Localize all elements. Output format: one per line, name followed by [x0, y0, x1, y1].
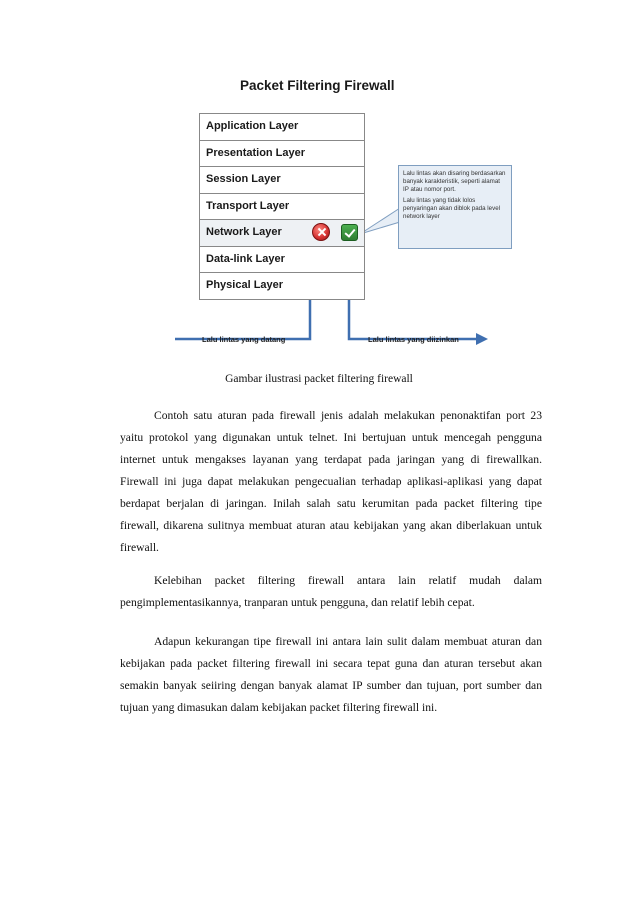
incoming-traffic-label: Lalu lintas yang datang — [202, 335, 286, 344]
paragraph-1-text: Contoh satu aturan pada firewall jenis adalah melakukan penonaktifan port 23 yaitu protokol yang digunakan untuk telnet. Ini bertujuan untuk mencegah pengguna internet untuk mengakses layanan yang terdapat pada jaringan yang di firewallkan. Firewall ini juga dapat melakukan pengecualian terhadap aplikasi-aplikasi yang dapat berdapat berjalan di jaringan. Inilah salah satu kerumitan pada packet filtering tipe firewall, dikarena sulitnya membuat aturan atau kebijakan yang akan diberlakuan untuk firewall. — [120, 409, 542, 554]
firewall-figure — [160, 70, 506, 360]
layer-physical: Physical Layer — [206, 279, 284, 291]
callout-text-2: Lalu lintas yang tidak lolos penyaringan akan diblok pada level network layer — [403, 197, 501, 220]
paragraph-3 — [120, 631, 542, 719]
layer-application: Application Layer — [200, 114, 364, 141]
layer-session: Session Layer — [200, 167, 364, 194]
blocked-x-icon — [312, 223, 330, 241]
layer-network-label: Network Layer — [206, 226, 282, 238]
paragraph-2-text: Kelebihan packet filtering firewall antara lain relatif mudah dalam pengimplementasikannya, tranparan untuk pengguna, dan relatif lebih cepat. — [120, 574, 542, 609]
paragraph-3-text: Adapun kekurangan tipe firewall ini antara lain sulit dalam membuat aturan dan kebijakan pada packet filtering firewall ini secara tepat guna dan aturan tersebut akan semakin banyak seiiring dengan banyak alamat IP sumber dan tujuan, port sumber dan tujuan yang dimasukan dalam kebijakan packet filtering firewall ini. — [120, 635, 542, 714]
callout-pointer — [360, 208, 400, 234]
figure-title: Packet Filtering Firewall — [240, 78, 395, 93]
allowed-arrowhead — [476, 333, 488, 345]
layer-network — [200, 220, 364, 247]
layer-data-link: Data-link Layer — [200, 247, 364, 274]
osi-layer-stack — [199, 113, 365, 300]
allowed-arrow-line — [349, 246, 478, 339]
paragraph-1 — [120, 405, 542, 559]
layer-transport: Transport Layer — [200, 194, 364, 221]
allowed-check-icon — [341, 224, 358, 241]
figure-caption: Gambar ilustrasi packet filtering firewall — [225, 373, 413, 385]
layer-presentation: Presentation Layer — [200, 141, 364, 168]
callout-text-1: Lalu lintas akan disaring berdasarkan banyak karakteristik, seperti alamat IP atau nomor port. — [403, 170, 506, 193]
allowed-traffic-label: Lalu lintas yang diizinkan — [368, 335, 459, 344]
paragraph-2 — [120, 570, 542, 614]
filtering-callout — [398, 165, 512, 249]
